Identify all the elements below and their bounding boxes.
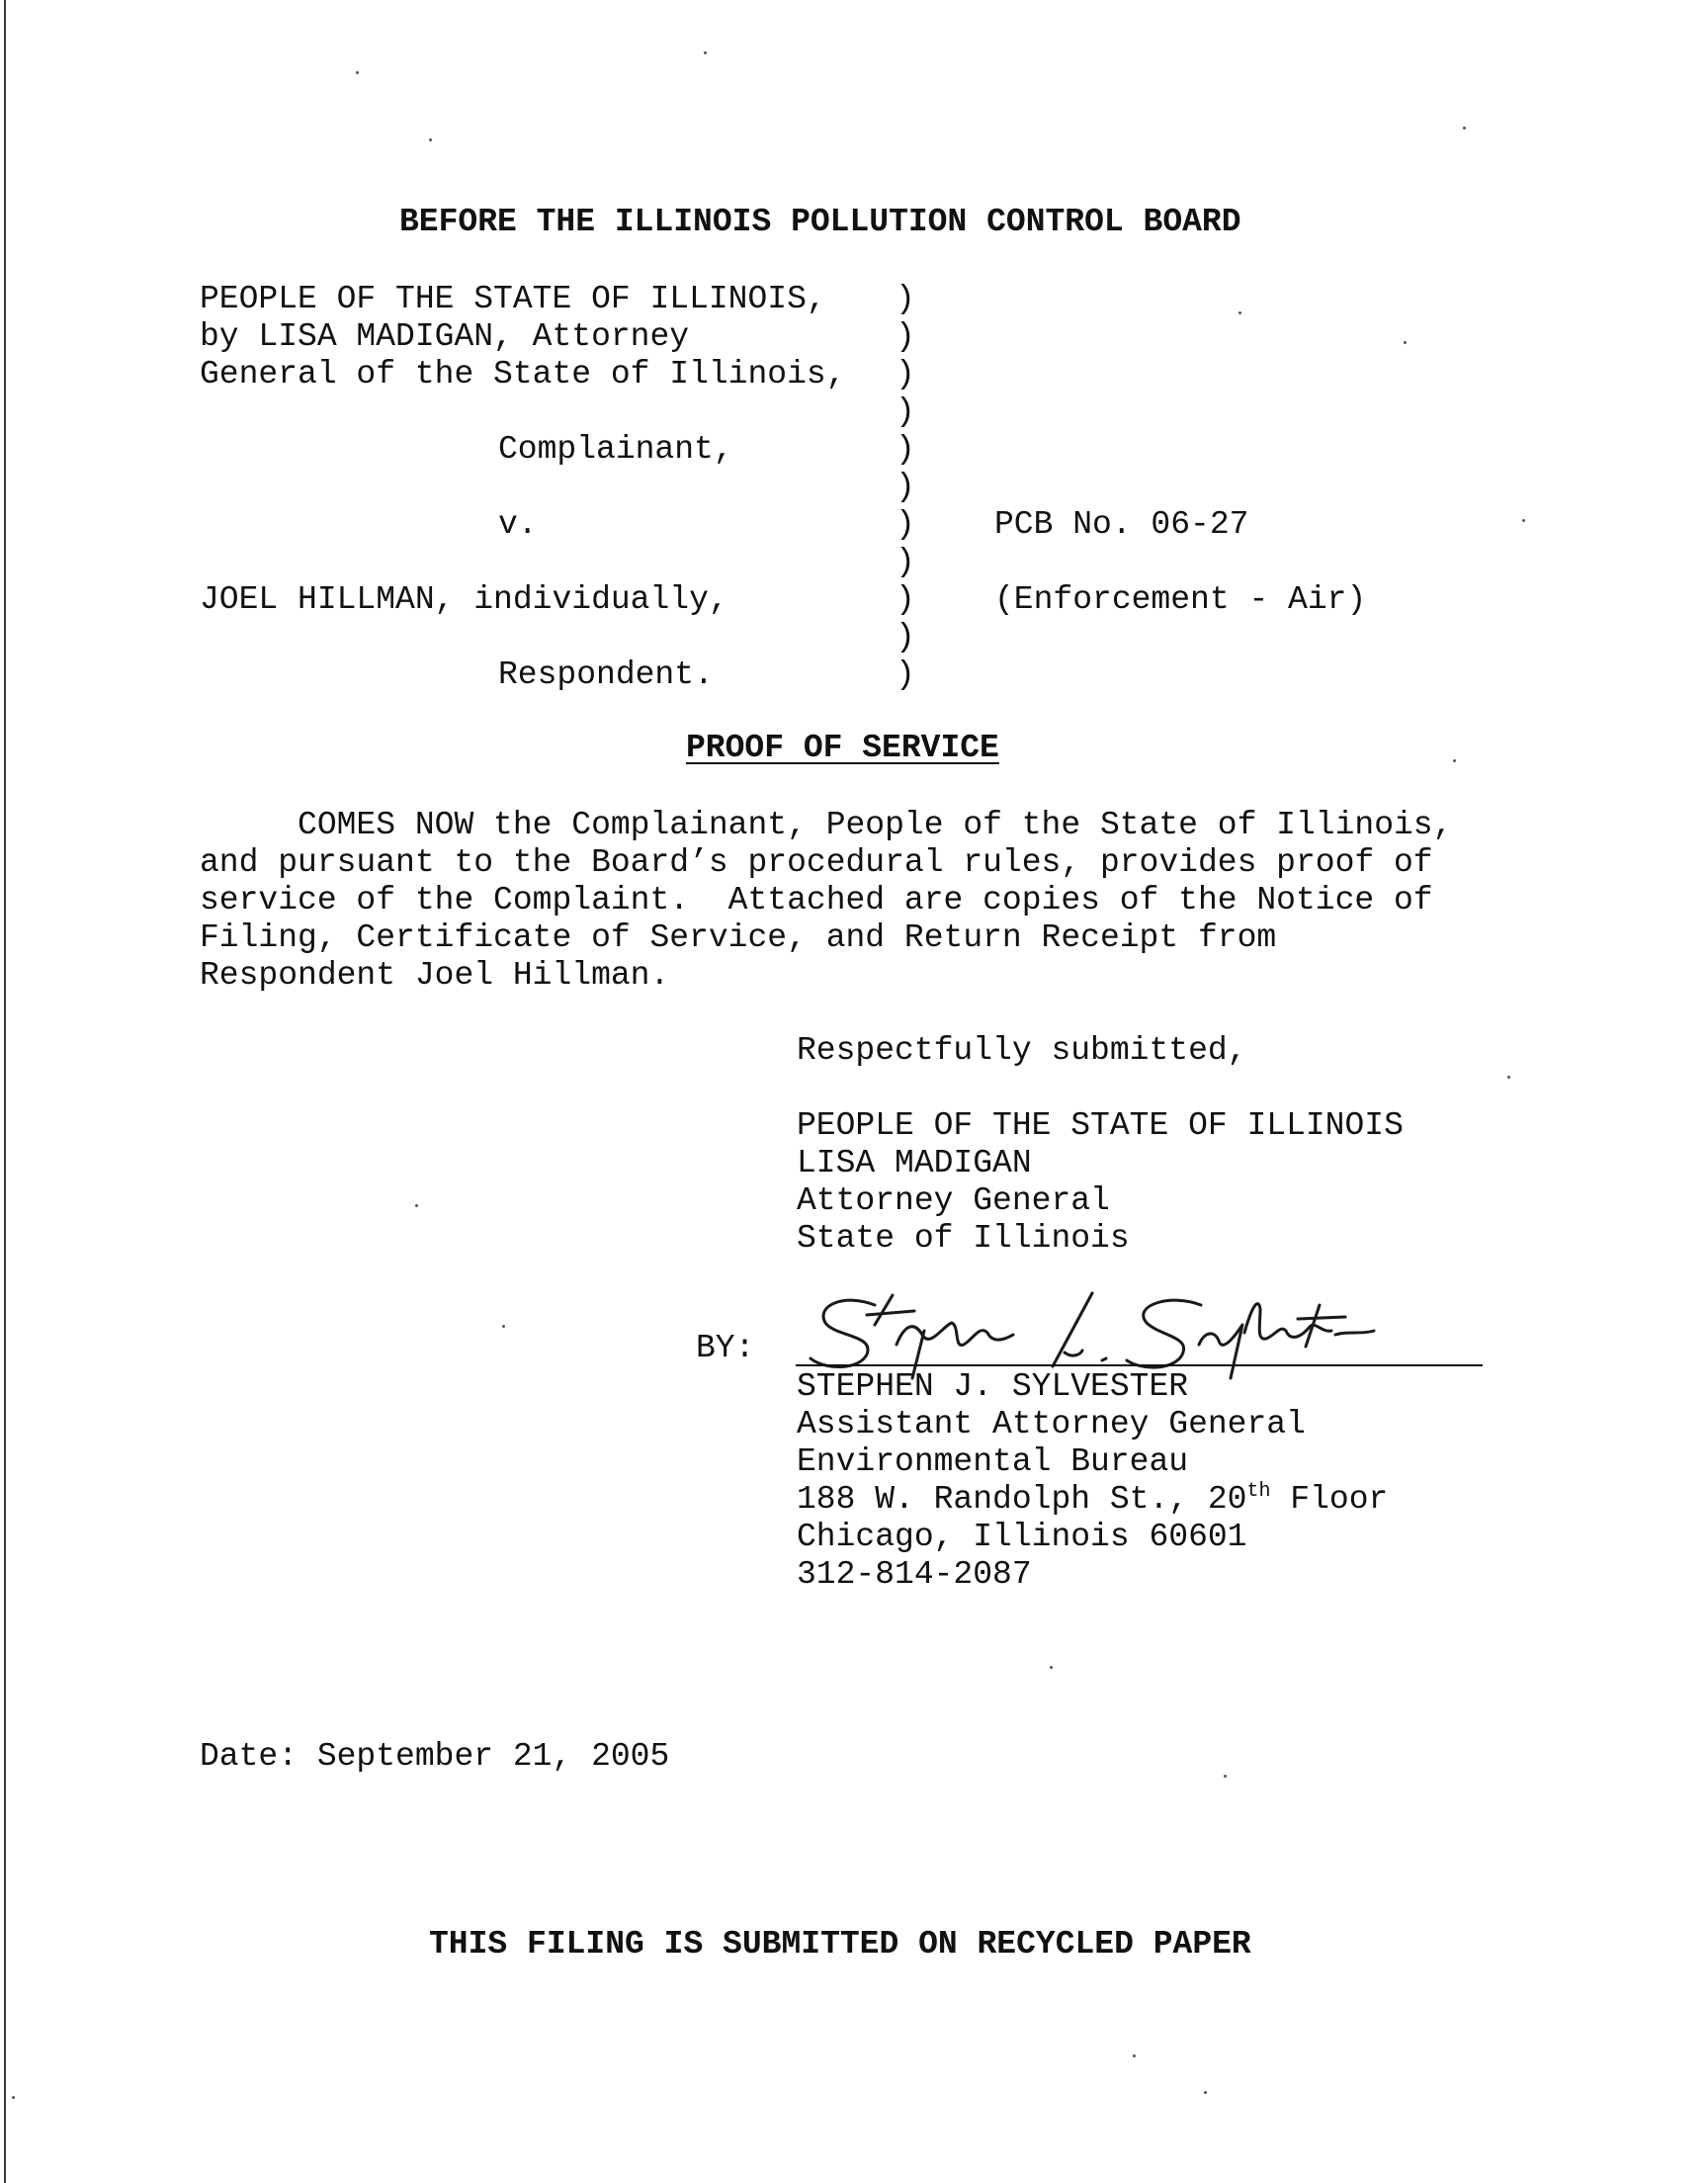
- signer-title: Assistant Attorney General: [797, 1406, 1306, 1442]
- caption-paren: ): [896, 656, 915, 693]
- caption-paren: ): [896, 506, 915, 543]
- scan-edge-line: [4, 0, 6, 2183]
- caption-paren: ): [896, 431, 915, 468]
- versus-label: v.: [498, 506, 538, 543]
- body-line: and pursuant to the Board’s procedural rules, provides proof of: [200, 844, 1433, 881]
- caption-paren: ): [896, 318, 915, 355]
- caption-paren: ): [896, 469, 915, 505]
- scan-speck: [1050, 1666, 1053, 1669]
- plaintiff-line-1: PEOPLE OF THE STATE OF ILLINOIS,: [200, 281, 826, 317]
- phone-line: 312-814-2087: [797, 1556, 1032, 1593]
- respondent-label: Respondent.: [498, 656, 714, 693]
- caption-paren: ): [896, 281, 915, 317]
- scan-speck: [502, 1325, 505, 1328]
- plaintiff-line-2: by LISA MADIGAN, Attorney: [200, 318, 690, 355]
- scan-speck: [415, 1204, 418, 1207]
- body-line: Respondent Joel Hillman.: [200, 957, 670, 994]
- org-line-4: State of Illinois: [797, 1220, 1130, 1257]
- recycled-paper-footer: THIS FILING IS SUBMITTED ON RECYCLED PAPER: [429, 1926, 1251, 1963]
- org-line-1: PEOPLE OF THE STATE OF ILLINOIS: [797, 1107, 1404, 1144]
- by-label: BY:: [696, 1330, 755, 1366]
- scan-speck: [1238, 311, 1241, 314]
- scan-speck: [356, 71, 359, 74]
- scan-speck: [429, 138, 432, 141]
- case-type: (Enforcement - Air): [994, 581, 1367, 618]
- caption-paren: ): [896, 581, 915, 618]
- scan-speck: [704, 51, 707, 54]
- board-title: BEFORE THE ILLINOIS POLLUTION CONTROL BOARD: [399, 204, 1241, 240]
- scan-speck: [1133, 2054, 1136, 2057]
- org-line-3: Attorney General: [797, 1182, 1110, 1219]
- date-line: Date: September 21, 2005: [200, 1738, 670, 1775]
- plaintiff-line-3: General of the State of Illinois,: [200, 356, 846, 393]
- complainant-label: Complainant,: [498, 431, 733, 468]
- address-line: [797, 1481, 1388, 1519]
- scan-speck: [1204, 2091, 1207, 2094]
- caption-paren: ): [896, 393, 915, 430]
- city-line: Chicago, Illinois 60601: [797, 1519, 1247, 1555]
- body-line: Filing, Certificate of Service, and Return Receipt from: [200, 919, 1277, 956]
- body-line: service of the Complaint. Attached are copies of the Notice of: [200, 882, 1433, 918]
- signer-name: STEPHEN J. SYLVESTER: [797, 1368, 1189, 1405]
- caption-paren: ): [896, 544, 915, 580]
- bureau: Environmental Bureau: [797, 1443, 1189, 1480]
- org-line-2: LISA MADIGAN: [797, 1145, 1032, 1181]
- closing: Respectfully submitted,: [797, 1032, 1247, 1069]
- scan-speck: [12, 2096, 15, 2099]
- respondent-name: JOEL HILLMAN, individually,: [200, 581, 728, 618]
- signature-line: [796, 1364, 1483, 1366]
- scan-speck: [1404, 341, 1407, 344]
- document-title: PROOF OF SERVICE: [686, 730, 999, 766]
- scan-speck: [1507, 1076, 1510, 1079]
- case-number: PCB No. 06-27: [994, 506, 1249, 543]
- address-prefix: 188 W. Randolph St., 20: [797, 1481, 1247, 1518]
- scan-speck: [1224, 1775, 1227, 1778]
- scan-speck: [1522, 519, 1525, 522]
- caption-paren: ): [896, 356, 915, 393]
- address-suffix: Floor: [1270, 1481, 1389, 1518]
- scan-speck: [1463, 127, 1466, 130]
- address-superscript: th: [1246, 1480, 1271, 1503]
- body-line: COMES NOW the Complainant, People of the State of Illinois,: [200, 807, 1453, 843]
- caption-paren: ): [896, 619, 915, 655]
- scan-speck: [1453, 759, 1456, 762]
